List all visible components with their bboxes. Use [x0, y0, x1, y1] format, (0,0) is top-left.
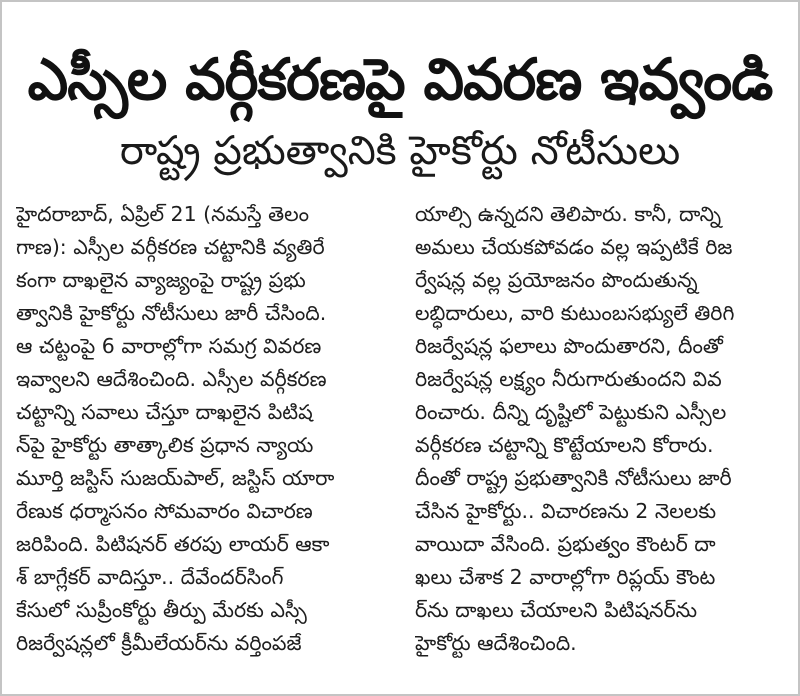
body-line: శ్ బాగ్లేకర్ వాదిస్తూ.. దేవేందర్‌సింగ్ — [16, 565, 284, 589]
headline: ఎస్సీల వర్గీకరణపై వివరణ ఇవ్వండి — [27, 47, 773, 113]
body-line: ఇవ్వాలని ఆదేశించింది. ఎస్సీల వర్గీకరణ — [16, 367, 327, 391]
body-line: వాయిదా వేసింది. ప్రభుత్వం కౌంటర్ దా — [415, 532, 716, 556]
article-column-left — [16, 198, 392, 660]
body-line: రించారు. దీన్ని దృష్టిలో పెట్టుకుని ఎస్సీల — [415, 400, 727, 424]
body-line: అమలు చేయకపోవడం వల్ల ఇప్పటికే రిజ — [415, 235, 733, 259]
subheadline: రాష్ట్ర ప్రభుత్వానికి హైకోర్టు నోటీసులు — [119, 128, 681, 174]
body-line: రిజర్వేషన్లలో క్రీమీలేయర్‌ను వర్తింపజే — [16, 631, 302, 655]
body-line: చట్టాన్ని సవాలు చేస్తూ దాఖలైన పిటిష — [16, 400, 313, 424]
body-line: హైదరాబాద్, ఏప్రిల్ 21 (నమస్తే తెలం — [16, 202, 310, 226]
body-line: గాణ): ఎస్సీల వర్గీకరణ చట్టానికి వ్యతిరే — [16, 235, 325, 259]
body-line: దీంతో రాష్ట్ర ప్రభుత్వానికి నోటీసులు జారీ — [415, 466, 732, 490]
body-line: కంగా దాఖలైన వ్యాజ్యంపై రాష్ట్ర ప్రభు — [16, 268, 306, 292]
body-line: యాల్సి ఉన్నదని తెలిపారు. కానీ, దాన్ని — [415, 202, 722, 226]
body-line: త్వానికి హైకోర్టు నోటీసులు జారీ చేసింది. — [16, 301, 327, 325]
body-line: వర్గీకరణ చట్టాన్ని కొట్టేయాలని కోరారు. — [415, 433, 714, 457]
body-line: మూర్తి జస్టిస్ సుజయ్‌పాల్, జస్టిస్ యారా — [16, 466, 335, 490]
body-line: ర్‌ను దాఖలు చేయాలని పిటిషనర్‌ను — [415, 598, 698, 622]
body-line: రేణుక ధర్మాసనం సోమవారం విచారణ — [16, 499, 313, 523]
body-line: న్‌పై హైకోర్టు తాత్కాలిక ప్రధాన న్యాయ — [16, 433, 314, 457]
body-line: లబ్ధిదారులు, వారి కుటుంబసభ్యులే తిరిగి — [415, 301, 735, 325]
body-line: ఖలు చేశాక 2 వారాల్లోగా రిప్లయ్ కౌంట — [415, 565, 716, 589]
body-line: ఆ చట్టంపై 6 వారాల్లోగా సమగ్ర వివరణ — [16, 334, 322, 358]
body-line: రిజర్వేషన్ల లక్ష్యం నీరుగారుతుందని వివ — [415, 367, 722, 391]
body-line: హైకోర్టు ఆదేశించింది. — [415, 631, 577, 655]
article-column-right — [415, 198, 788, 660]
body-line: ర్వేషన్ల వల్ల ప్రయోజనం పొందుతున్న — [415, 268, 698, 292]
body-line: కేసులో సుప్రీంకోర్టు తీర్పు మేరకు ఎస్సీ — [16, 598, 307, 622]
body-line: చేసిన హైకోర్టు.. విచారణను 2 నెలలకు — [415, 499, 717, 523]
body-line: జరిపింది. పిటిషనర్ తరపు లాయర్ ఆకా — [16, 532, 330, 556]
body-line: రిజర్వేషన్ల ఫలాలు పొందుతారని, దీంతో — [415, 334, 723, 358]
